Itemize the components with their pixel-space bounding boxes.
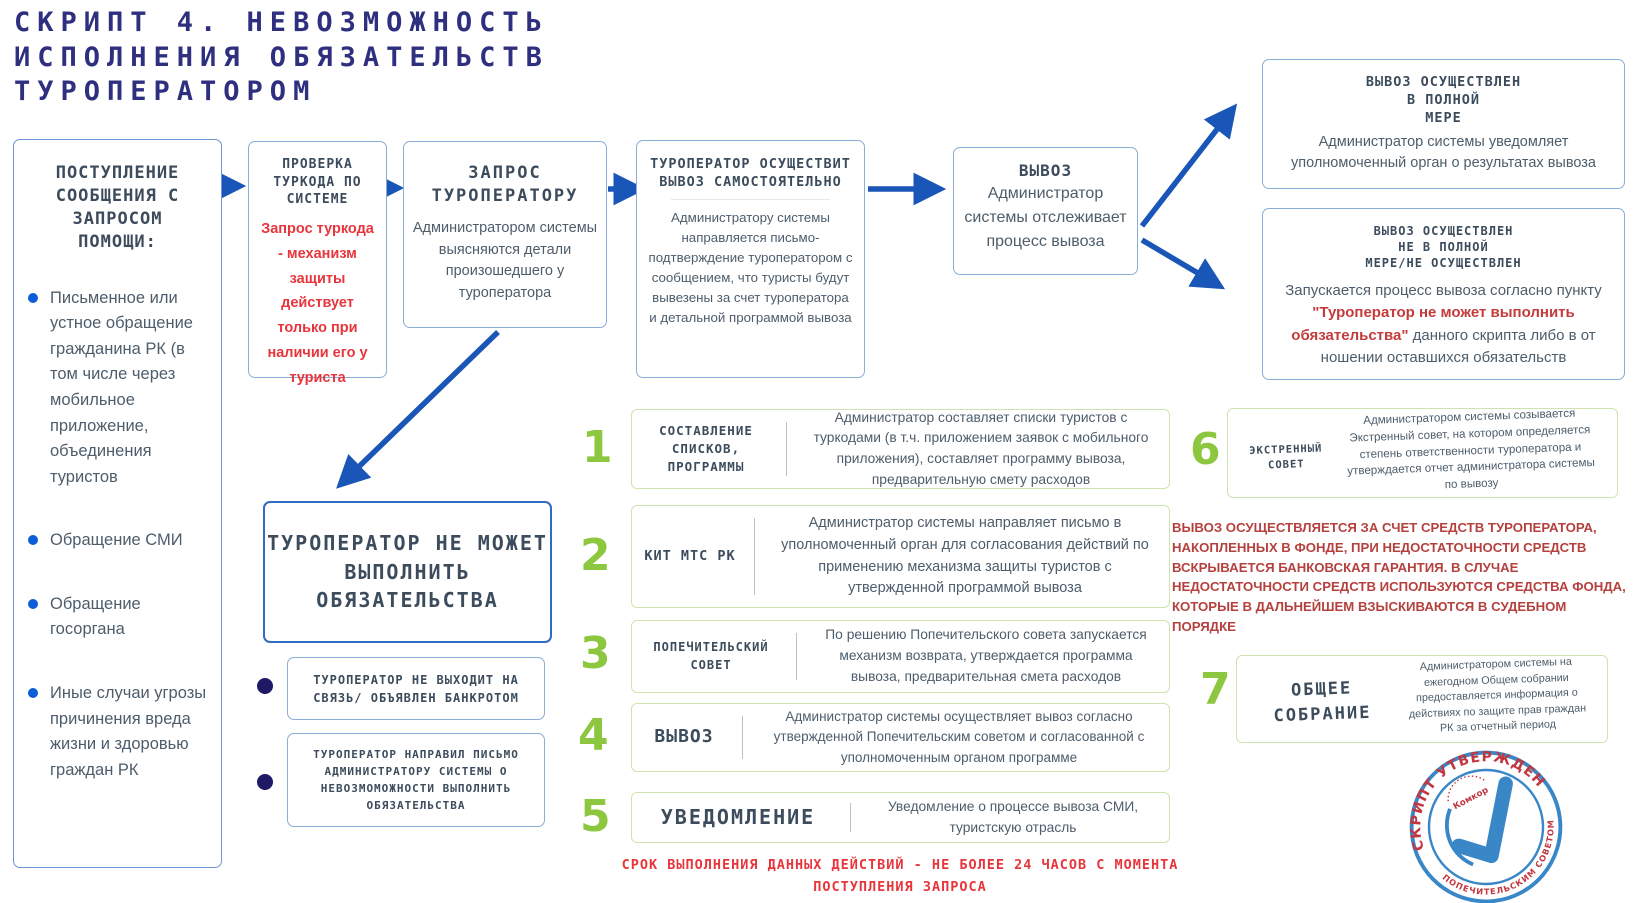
divider xyxy=(742,716,743,759)
step-box-evacuation xyxy=(631,703,1170,772)
step-number: 1 xyxy=(582,422,613,473)
funding-note: ВЫВОЗ ОСУЩЕСТВЛЯЕТСЯ ЗА СЧЕТ СРЕДСТВ ТУРОПЕРАТОРА, НАКОПЛЕННЫХ В ФОНДЕ, ПРИ НЕДОСТАТОЧНОСТИ СРЕДСТВ ВСКРЫВАЕТСЯ БАНКОВСКАЯ ГАРАНТИЯ. В СЛУЧАЕ НЕДОСТАТОЧНОСТИ СРЕДСТВ ИСПОЛЬЗУЮТСЯ СРЕДСТВА ФОНДА, КОТОРЫЕ В ДАЛЬНЕЙШЕМ ВЗЫСКИВАЮТСЯ В СУДЕБНОМ ПОРЯДКЕ xyxy=(1172,520,1626,634)
step-label: ПОПЕЧИТЕЛЬСКИЙ СОВЕТ xyxy=(653,640,769,672)
deadline-note: СРОК ВЫПОЛНЕНИЯ ДАННЫХ ДЕЙСТВИЙ - НЕ БОЛЕЕ 24 ЧАСОВ С МОМЕНТА ПОСТУПЛЕНИЯ ЗАПРОСА xyxy=(621,857,1179,895)
divider xyxy=(754,518,755,595)
bullet-text: Иные случаи угрозы причинения вреда жизни и здоровью граждан РК xyxy=(50,683,207,779)
case-no-contact-box xyxy=(287,657,545,720)
title-line: ВЫВОЗ ОСУЩЕСТВЛЕН xyxy=(1373,224,1514,238)
step-box-general-assembly xyxy=(1236,655,1608,743)
bullet-text: Обращение СМИ xyxy=(50,531,183,550)
step-number: 6 xyxy=(1190,424,1221,475)
case-letter-text: ТУРОПЕРАТОР НАПРАВИЛ ПИСЬМО АДМИНИСТРАТОРУ СИСТЕМЫ О НЕВОЗМОМОЖНОСТИ ВЫПОЛНИТЬ ОБЯЗАТЕЛЬСТВА xyxy=(313,747,519,813)
body-text: данного скрипта либо в от ношении оставшихся обязательств xyxy=(1320,326,1596,367)
step-number: 3 xyxy=(580,628,611,679)
body-text-red: "Туроператор не может выполнить обязательства" xyxy=(1291,304,1575,344)
cannot-fulfill-title: ТУРОПЕРАТОР НЕ МОЖЕТ ВЫПОЛНИТЬ ОБЯЗАТЕЛЬСТВА xyxy=(267,531,548,613)
result-full-body: Администратор системы уведомляет уполномоченный орган о результатах вывоза xyxy=(1290,133,1596,172)
step-body: Администратором системы на ежегодном Общем собрании предоставляется информация о действиях по защите прав граждан РК за отчетный период xyxy=(1408,655,1587,735)
bullet-text: Обращение госоргана xyxy=(50,594,141,639)
evacuation-monitor-body: Администратор системы отслеживает процесс вывоза xyxy=(964,184,1127,250)
page-title xyxy=(14,6,549,110)
step-box-lists xyxy=(631,409,1170,489)
page-title-line: ИСПОЛНЕНИЯ ОБЯЗАТЕЛЬСТВ xyxy=(14,41,549,73)
list-item xyxy=(28,592,207,643)
step-label: КИТ МТС РК xyxy=(644,547,736,564)
stamp-logo-text: Комкор xyxy=(1451,785,1491,813)
bullet-dot-icon xyxy=(28,599,38,609)
request-operator-body: Администратором системы выясняются детали произошедшего у туроператора xyxy=(412,219,598,302)
evacuation-monitor-title: ВЫВОЗ xyxy=(1018,161,1073,180)
step-body: Администратором системы созывается Экстренный совет, на котором определяется степень ответственности туроператора и утверждается отчет администратора системы по вывозу xyxy=(1347,406,1596,492)
arrow-evac-to-partial xyxy=(1142,240,1218,285)
stamp-top-text: СКРИПТ УТВЕРЖДЕН xyxy=(1408,749,1549,853)
title-line: МЕРЕ xyxy=(1425,110,1462,127)
step-body: Администратор системы направляет письмо в уполномоченный орган для согласования действий по применению механизма защиты туристов с утвержденной программой вывоза xyxy=(781,515,1149,597)
bullet-dot-icon xyxy=(28,293,38,303)
evacuation-monitor-box xyxy=(953,147,1138,275)
divider xyxy=(786,422,787,476)
intake-title: ПОСТУПЛЕНИЕ СООБЩЕНИЯ С ЗАПРОСОМ ПОМОЩИ: xyxy=(55,163,180,252)
self-evacuation-body: Администратору системы направляется письмо-подтверждение туроператором с сообщением, что туристы будут вывезены за счет туроператора и детальной программой вывоза xyxy=(648,210,853,326)
result-partial-title xyxy=(1275,223,1612,272)
check-turcode-title: ПРОВЕРКА ТУРКОДА ПО СИСТЕМЕ xyxy=(273,157,362,208)
check-turcode-note: Запрос туркода - механизм защиты действует только при наличии его у туриста xyxy=(261,220,374,387)
step-number: 7 xyxy=(1200,664,1231,715)
page-title-line: ТУРОПЕРАТОРОМ xyxy=(14,76,317,108)
body-text: Запускается процесс вывоза согласно пункту xyxy=(1285,281,1602,299)
list-item xyxy=(28,681,207,783)
cannot-fulfill-box xyxy=(263,501,552,643)
step-label: ВЫВОЗ xyxy=(654,726,714,748)
arrow-evac-to-full xyxy=(1142,110,1232,226)
list-item xyxy=(28,286,207,491)
result-full-title xyxy=(1273,73,1614,128)
bullet-dot-icon xyxy=(28,688,38,698)
approval-stamp xyxy=(1398,742,1574,903)
step-body: Администратор системы осуществляет вывоз согласно утвержденной Попечительским советом и согласованной с уполномоченным органом программе xyxy=(773,709,1145,765)
check-turcode-box xyxy=(248,141,387,387)
step-body: Уведомление о процессе вывоза СМИ, туристскую отрасль xyxy=(887,798,1139,835)
step-label: УВЕДОМЛЕНИЕ xyxy=(660,805,816,829)
case-bullet-icon xyxy=(257,678,273,694)
bullet-dot-icon xyxy=(28,535,38,545)
step-box-trustee xyxy=(631,620,1170,693)
step-label: СОСТАВЛЕНИЕ СПИСКОВ, ПРОГРАММЫ xyxy=(659,422,753,475)
step-number: 5 xyxy=(580,791,611,842)
step-box-emergency-council xyxy=(1227,408,1618,498)
step-body: По решению Попечительского совета запускается механизм возврата, утверждается программа вывоза, предварительная смета расходов xyxy=(825,627,1147,684)
step-label: ЭКСТРЕННЫЙ СОВЕТ xyxy=(1248,442,1323,472)
list-item xyxy=(28,528,207,554)
self-evacuation-box xyxy=(636,140,865,378)
self-evacuation-title: ТУРОПЕРАТОР ОСУЩЕСТВИТ ВЫВОЗ САМОСТОЯТЕЛЬНО xyxy=(650,156,851,191)
step-number: 2 xyxy=(580,530,611,581)
result-partial-body xyxy=(1275,280,1612,370)
divider xyxy=(796,633,797,680)
result-partial-box xyxy=(1262,208,1625,380)
divider xyxy=(850,803,851,832)
request-operator-box xyxy=(403,141,607,328)
stamp-bottom-text: ПОПЕЧИТЕЛЬСКИМ СОВЕТОМ xyxy=(1440,819,1556,897)
case-no-contact-text: ТУРОПЕРАТОР НЕ ВЫХОДИТ НА СВЯЗЬ/ ОБЪЯВЛЕН БАНКРОТОМ xyxy=(313,672,519,705)
intake-bullet-list xyxy=(28,286,207,783)
case-letter-box xyxy=(287,733,545,827)
title-line: МЕРЕ/НЕ ОСУЩЕСТВЛЕН xyxy=(1365,256,1522,271)
title-line: ВЫВОЗ ОСУЩЕСТВЛЕН xyxy=(1365,74,1522,90)
result-full-box xyxy=(1262,59,1625,189)
step-label: ОБЩЕЕ СОБРАНИЕ xyxy=(1273,678,1372,727)
title-line: В ПОЛНОЙ xyxy=(1406,92,1481,109)
step-body: Администратор составляет списки туристов с туркодами (в т.ч. приложением заявок с мобильного приложения), составляет программу вывоза, предварительную смету расходов xyxy=(813,409,1149,487)
step-box-kit xyxy=(631,505,1170,608)
intake-box xyxy=(13,139,222,868)
bullet-text: Письменное или устное обращение гражданина РК (в том числе через мобильное приложение, объединения туристов xyxy=(50,288,193,486)
divider xyxy=(671,199,830,200)
request-operator-title: ЗАПРОС ТУРОПЕРАТОРУ xyxy=(431,163,579,206)
case-bullet-icon xyxy=(257,774,273,790)
title-line: НЕ В ПОЛНОЙ xyxy=(1398,240,1489,255)
step-number: 4 xyxy=(578,710,609,761)
page-title-line: СКРИПТ 4. НЕВОЗМОЖНОСТЬ xyxy=(14,7,549,38)
step-box-notification xyxy=(631,792,1170,843)
